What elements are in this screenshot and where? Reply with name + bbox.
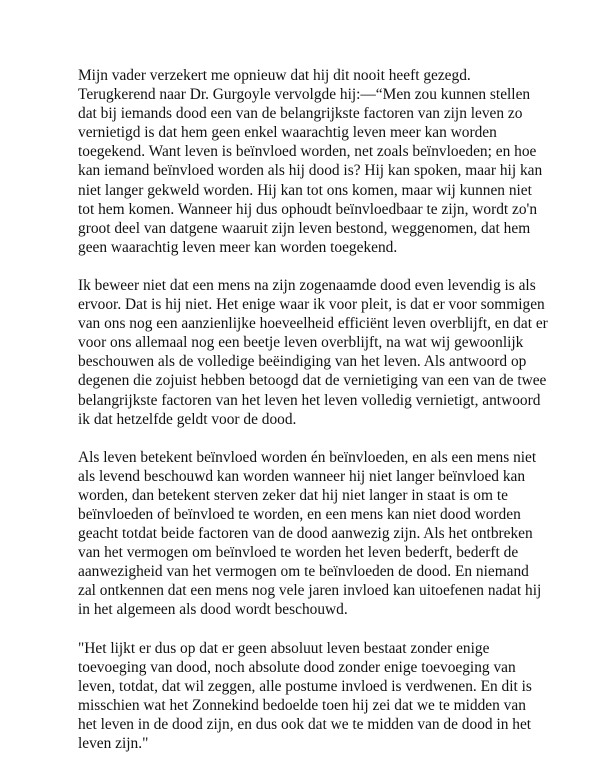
- text-line: niet langer gekweld worden. Hij kan tot ons komen, maar wij kunnen niet: [78, 181, 532, 199]
- text-line: aanwezigheid van het vermogen om te beïnvloeden de dood. En niemand: [78, 563, 529, 581]
- paragraph: [78, 639, 534, 754]
- text-line: voor ons allemaal nog een beetje leven overblijft, na wat wij gewoonlijk: [78, 334, 524, 352]
- text-line: Ik beweer niet dat een mens na zijn zogenaamde dood even levendig is als: [78, 276, 536, 294]
- text-line: misschien wat het Zonnekind bedoelde toen hij zei dat we te midden van: [78, 696, 526, 714]
- text-line: groot deel van datgene waaruit zijn leven bestond, weggenomen, dat hem: [78, 219, 531, 237]
- text-line: Terugkerend naar Dr. Gurgoyle vervolgde hij:—“Men zou kunnen stellen: [78, 86, 531, 104]
- text-line: Als leven betekent beïnvloed worden én beïnvloeden, en als een mens niet: [78, 448, 537, 466]
- document-page: [78, 66, 548, 772]
- text-line: Mijn vader verzekert me opnieuw dat hij dit nooit heeft gezegd.: [78, 67, 471, 84]
- text-line: toegekend. Want leven is beïnvloed worden, net zoals beïnvloeden; en hoe: [78, 143, 537, 161]
- text-line: kan iemand beïnvloed worden als hij dood is? Hij kan spoken, maar hij kan: [78, 162, 543, 180]
- text-line: in het algemeen als dood wordt beschouwd.: [78, 601, 348, 619]
- text-line: dat bij iemands dood een van de belangrijkste factoren van zijn leven zo: [78, 105, 523, 123]
- paragraph: [78, 448, 542, 620]
- text-line: "Het lijkt er dus op dat er geen absoluut leven bestaat zonder enige: [78, 639, 490, 657]
- text-line: tot hem komen. Wanneer hij dus ophoudt beïnvloedbaar te zijn, wordt zo'n: [78, 200, 538, 218]
- text-line: geen waarachtig leven meer kan worden toegekend.: [78, 238, 398, 256]
- text-line: toevoeging van dood, noch absolute dood zonder enige toevoeging van: [78, 658, 516, 676]
- text-line: leven, totdat, dat wil zeggen, alle postume invloed is verdwenen. En dit is: [78, 677, 532, 695]
- text-line: ervoor. Dat is hij niet. Het enige waar ik voor pleit, is dat er voor sommigen: [78, 296, 545, 314]
- text-line: van ons nog een aanzienlijke hoeveelheid efficiënt leven overblijft, en dat er: [78, 315, 548, 333]
- text-line: worden, dan betekent sterven zeker dat hij niet langer in staat is om te: [78, 486, 508, 504]
- text-line: degenen die zojuist hebben betoogd dat de vernietiging van een van de twee: [78, 372, 547, 390]
- text-line: van het vermogen om beïnvloed te worden het leven bederft, bederft de: [78, 544, 519, 562]
- text-line: belangrijkste factoren van het leven het leven volledig vernietigt, antwoord: [78, 391, 541, 409]
- text-line: het leven in de dood zijn, en dus ook dat we te midden van de dood in het: [78, 715, 532, 733]
- text-line: vernietigd is dat hem geen enkel waarachtig leven meer kan worden: [78, 124, 497, 142]
- paragraph: [78, 66, 543, 257]
- text-line: geacht totdat beide factoren van de dood aanwezig zijn. Als het ontbreken: [78, 525, 533, 543]
- text-line: leven zijn.": [78, 735, 149, 752]
- text-line: beschouwen als de volledige beëindiging van het leven. Als antwoord op: [78, 353, 527, 371]
- text-line: zal ontkennen dat een mens nog vele jaren invloed kan uitoefenen nadat hij: [78, 582, 542, 600]
- text-line: beïnvloeden of beïnvloed te worden, en een mens kan niet dood worden: [78, 505, 521, 523]
- paragraph: [78, 276, 548, 429]
- text-line: ik dat hetzelfde geldt voor de dood.: [78, 410, 297, 428]
- text-line: als levend beschouwd kan worden wanneer hij niet langer beïnvloed kan: [78, 467, 526, 485]
